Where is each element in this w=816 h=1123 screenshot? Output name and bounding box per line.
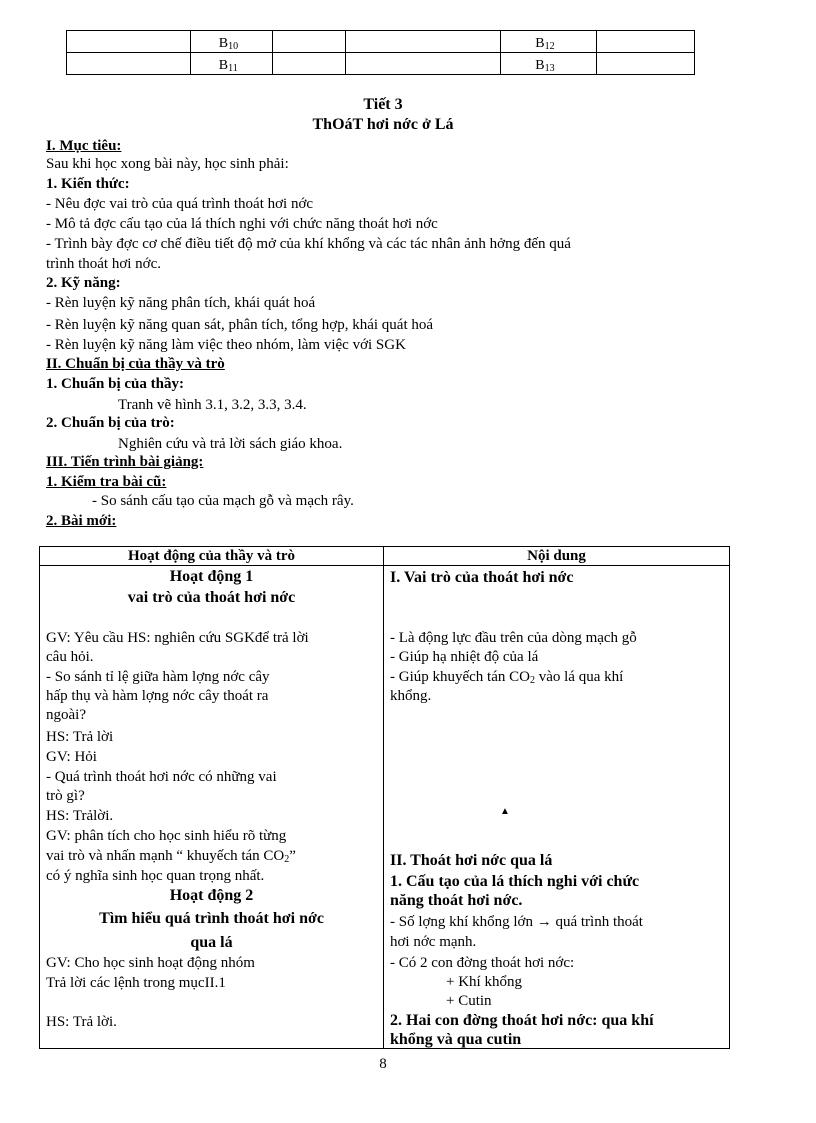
left-line: GV: Yêu cầu HS: nghiên cứu SGKđể trả lời	[46, 630, 309, 646]
knowledge-item: - Mô tả đợc cấu tạo của lá thích nghi với chức năng thoát hơi nớc	[46, 216, 438, 232]
new-lesson-heading: 2. Bài mới:	[46, 513, 117, 529]
page-number: 8	[379, 1056, 387, 1072]
objectives-heading: I. Mục tiêu:	[46, 138, 122, 154]
subsection2-heading: 2. Hai con đờng thoát hơi nớc: qua khí	[390, 1012, 654, 1029]
activity2-title: Hoạt động 2	[169, 887, 254, 904]
left-line: HS: Trả lời	[46, 729, 114, 745]
left-line: hấp thụ và hàm lợng nớc cây thoát ra	[46, 688, 269, 704]
teacher-student-column	[40, 547, 384, 1048]
lesson-number: Tiết 3	[363, 96, 403, 113]
check-heading: 1. Kiểm tra bài cũ:	[46, 474, 167, 490]
teacher-prep-text: Tranh vẽ hình 3.1, 3.2, 3.3, 3.4.	[118, 397, 307, 413]
activity-table	[39, 546, 730, 1049]
right-line: + Khí khổng	[446, 974, 522, 990]
cell-b11: $B_{11}$	[190, 53, 272, 75]
skills-heading: 2. Kỹ năng:	[46, 275, 121, 291]
activity1-subtitle: vai trò của thoát hơi nớc	[127, 589, 296, 606]
header-activities: Hoạt động của thầy và trò	[127, 548, 296, 564]
top-table	[66, 30, 695, 75]
subsection1-heading-2: năng thoát hơi nớc.	[390, 892, 523, 909]
section2-heading: II. Thoát hơi nớc qua lá	[390, 852, 553, 869]
right-line: + Cutin	[446, 993, 492, 1009]
triangle-marker-icon: ▲	[500, 806, 510, 817]
skills-item: - Rèn luyện kỹ năng phân tích, khái quát hoá	[46, 295, 316, 311]
right-line-co2: - Giúp khuyếch tán $CO_2$ vào lá qua khí	[390, 669, 624, 686]
left-line: ngoài?	[46, 707, 86, 723]
cell-b10: $B_{10}$	[190, 31, 272, 53]
header-content: Nội dung	[527, 548, 586, 564]
student-prep-text: Nghiên cứu và trả lời sách giáo khoa.	[118, 436, 343, 452]
preparation-heading: II. Chuẩn bị của thầy và trò	[46, 356, 225, 372]
table-row	[67, 53, 695, 75]
subsection1-heading: 1. Cấu tạo của lá thích nghi với chức	[390, 873, 640, 890]
objectives-intro: Sau khi học xong bài này, học sinh phải:	[46, 156, 289, 172]
left-line: có ý nghĩa sinh học quan trọng nhất.	[46, 868, 265, 884]
activity1-title: Hoạt động 1	[169, 568, 254, 585]
left-line-co2: vai trò và nhấn mạnh “ khuyếch tán $CO_2$”	[46, 848, 296, 865]
section1-heading: I. Vai trò của thoát hơi nớc	[390, 569, 574, 586]
knowledge-item: - Nêu đợc vai trò của quá trình thoát hơi nớc	[46, 196, 314, 212]
cell-b13: $B_{13}$	[501, 53, 597, 75]
left-line: câu hỏi.	[46, 649, 94, 665]
left-line: GV: Hỏi	[46, 749, 97, 765]
arrow-right-icon: →	[536, 914, 552, 930]
left-line: - Quá trình thoát hơi nớc có những vai	[46, 769, 277, 785]
left-line: HS: Trảlời.	[46, 808, 114, 824]
student-prep-heading: 2. Chuẩn bị của trò:	[46, 415, 175, 431]
right-line: hơi nớc mạnh.	[390, 934, 477, 950]
table-row	[67, 31, 695, 53]
right-line-arrow: - Số lợng khí khổng lớn → quá trình thoát	[390, 914, 643, 930]
right-line: - Giúp hạ nhiệt độ của lá	[390, 649, 539, 665]
cell-b12: $B_{12}$	[501, 31, 597, 53]
skills-item: - Rèn luyện kỹ năng làm việc theo nhóm, làm việc với SGK	[46, 337, 406, 353]
left-line: HS: Trả lời.	[46, 1014, 117, 1030]
subsection2-heading-2: khổng và qua cutin	[390, 1031, 522, 1048]
left-line: trò gì?	[46, 788, 85, 804]
left-line: - So sánh tỉ lệ giữa hàm lợng nớc cây	[46, 669, 270, 685]
left-line: GV: phân tích cho học sinh hiểu rõ từng	[46, 828, 287, 844]
procedure-heading: III. Tiến trình bài giảng:	[46, 454, 204, 470]
right-line: - Là động lực đầu trên của dòng mạch gỗ	[390, 630, 637, 646]
knowledge-heading: 1. Kiến thức:	[46, 176, 130, 192]
lesson-title: ThOáT hơi nớc ở Lá	[312, 116, 454, 133]
left-line: Trả lời các lệnh trong mụcII.1	[46, 975, 226, 991]
knowledge-item: - Trình bày đợc cơ chế điều tiết độ mở của khí khổng và các tác nhân ảnh hởng đến quá	[46, 236, 571, 252]
right-line: khổng.	[390, 688, 432, 704]
content-column	[384, 547, 729, 1048]
knowledge-item: trình thoát hơi nớc.	[46, 256, 162, 272]
skills-item: - Rèn luyện kỹ năng quan sát, phân tích, tổng hợp, khái quát hoá	[46, 317, 434, 333]
right-line: - Có 2 con đờng thoát hơi nớc:	[390, 955, 575, 971]
check-text: - So sánh cấu tạo của mạch gỗ và mạch rây.	[92, 493, 354, 509]
left-line: GV: Cho học sinh hoạt động nhóm	[46, 955, 255, 971]
teacher-prep-heading: 1. Chuẩn bị của thầy:	[46, 376, 184, 392]
activity2-subtitle-2: qua lá	[190, 934, 233, 951]
activity2-subtitle: Tìm hiểu quá trình thoát hơi nớc	[99, 910, 324, 927]
